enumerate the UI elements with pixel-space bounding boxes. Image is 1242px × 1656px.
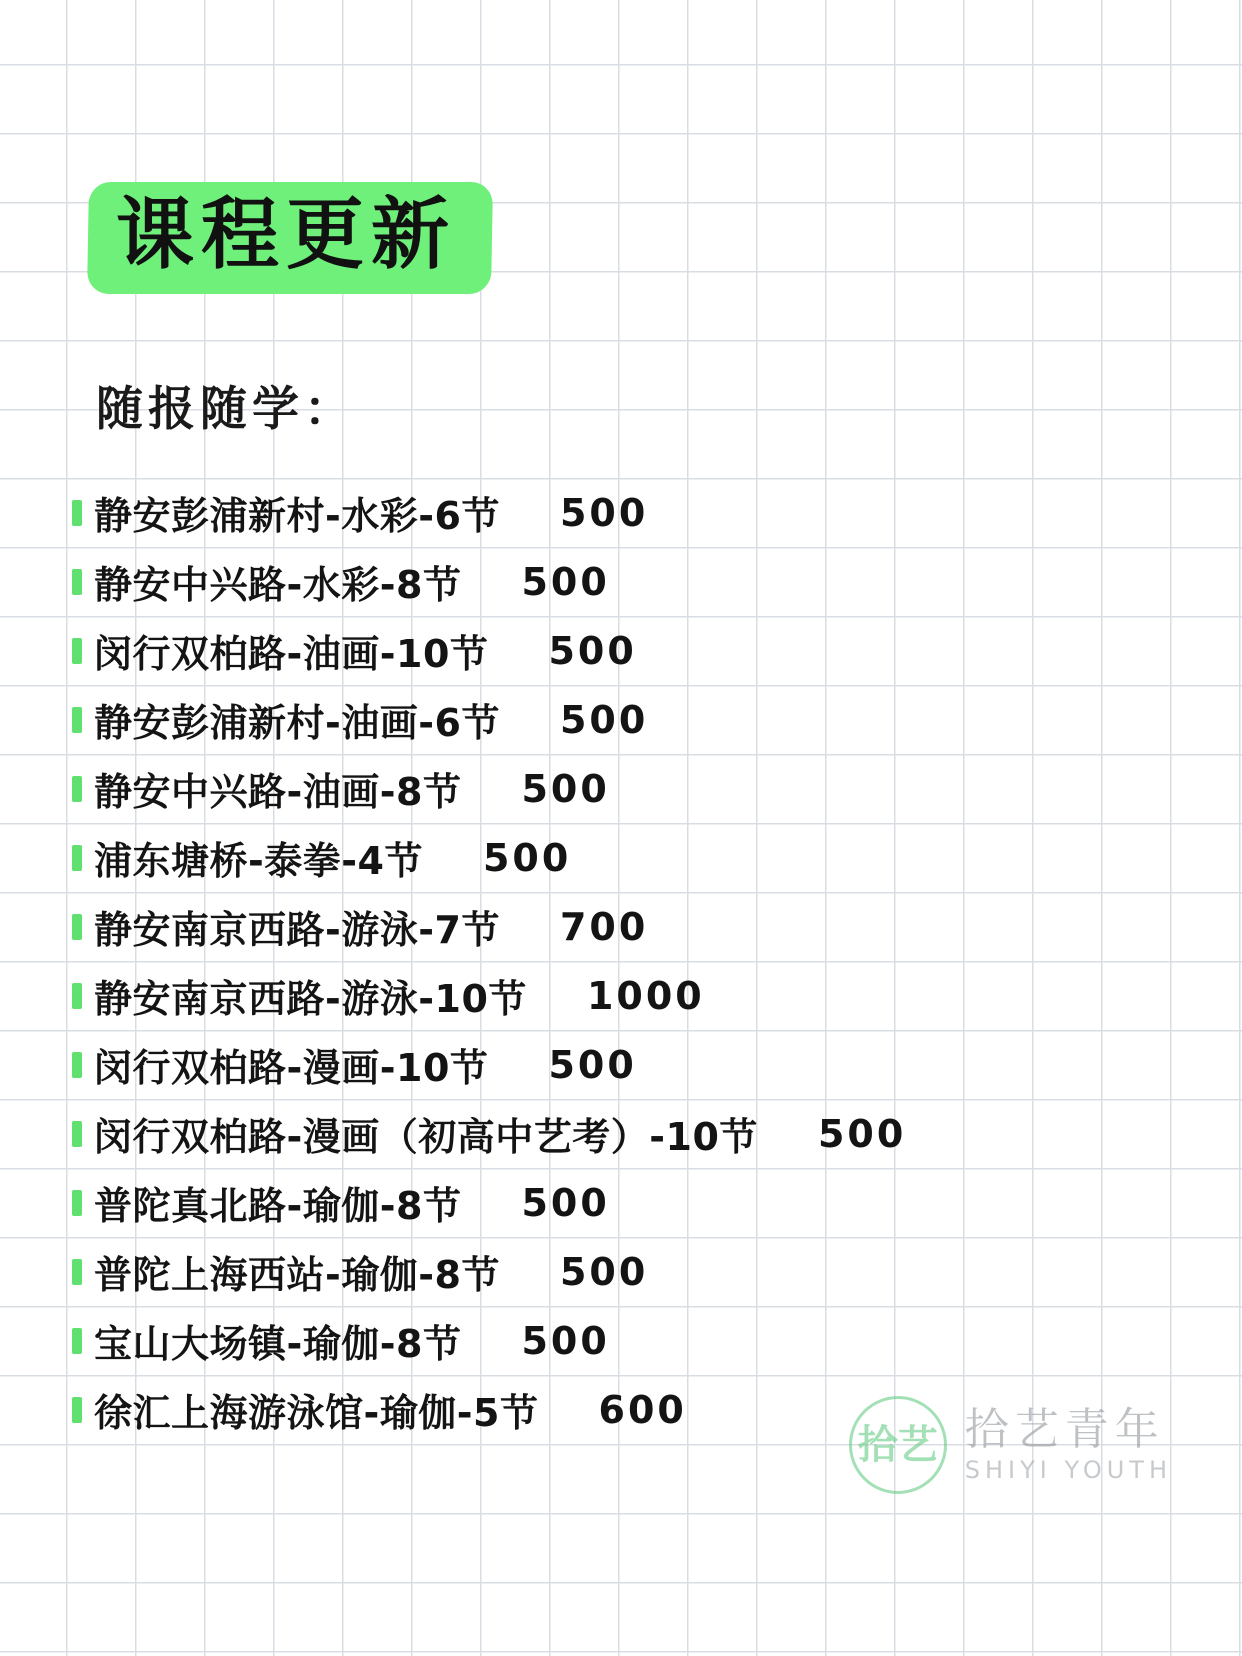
logo-name-cn: 拾艺青年 — [964, 1404, 1165, 1456]
bullet-icon — [72, 914, 82, 940]
course-row — [72, 823, 1152, 892]
course-price: 500 — [521, 1180, 610, 1225]
course-price: 500 — [559, 490, 649, 535]
course-row — [72, 1030, 1152, 1099]
course-price: 500 — [817, 1111, 907, 1156]
course-name: 静安南京西路-游泳-7节 — [94, 908, 500, 952]
course-row — [72, 547, 1152, 616]
course-price: 500 — [521, 1318, 610, 1363]
course-price: 500 — [482, 835, 572, 880]
logo-text-block — [965, 1405, 1172, 1484]
course-price: 1000 — [586, 973, 705, 1018]
course-name: 静安彭浦新村-水彩-6节 — [94, 494, 500, 538]
course-row — [72, 1237, 1152, 1306]
course-list — [72, 478, 1152, 1444]
course-row — [72, 892, 1152, 961]
course-name: 静安南京西路-游泳-10节 — [94, 977, 527, 1021]
bullet-icon — [72, 638, 82, 664]
course-name: 闵行双柏路-漫画-10节 — [94, 1046, 489, 1090]
bullet-icon — [72, 569, 82, 595]
course-name: 宝山大场镇-瑜伽-8节 — [94, 1322, 462, 1366]
bullet-icon — [72, 500, 82, 526]
bullet-icon — [72, 707, 82, 733]
course-price: 500 — [548, 1042, 637, 1087]
course-name: 静安中兴路-油画-8节 — [94, 770, 462, 814]
course-name: 普陀真北路-瑜伽-8节 — [94, 1184, 462, 1228]
course-name: 浦东塘桥-泰拳-4节 — [94, 839, 423, 883]
logo-name-en: SHIYI YOUTH — [964, 1455, 1172, 1484]
course-name: 徐汇上海游泳馆-瑜伽-5节 — [94, 1391, 539, 1435]
title-highlight-band — [87, 182, 493, 294]
bullet-icon — [72, 1052, 82, 1078]
course-name: 普陀上海西站-瑜伽-8节 — [94, 1253, 500, 1297]
logo-circle-icon — [849, 1396, 947, 1494]
bullet-icon — [72, 1121, 82, 1147]
course-row — [72, 616, 1152, 685]
course-price: 500 — [521, 559, 610, 604]
course-row — [72, 1168, 1152, 1237]
course-price: 500 — [548, 628, 637, 673]
course-row — [72, 1306, 1152, 1375]
course-row — [72, 1099, 1152, 1168]
course-name: 闵行双柏路-漫画（初高中艺考）-10节 — [94, 1115, 758, 1159]
bullet-icon — [72, 1190, 82, 1216]
bullet-icon — [72, 1328, 82, 1354]
logo-mark-glyph: 拾艺 — [857, 1422, 938, 1468]
bullet-icon — [72, 845, 82, 871]
course-name: 静安彭浦新村-油画-6节 — [94, 701, 500, 745]
bullet-icon — [72, 1397, 82, 1423]
section-heading: 随报随学： — [96, 382, 356, 437]
course-price: 500 — [521, 766, 610, 811]
course-price: 500 — [559, 1249, 649, 1294]
bullet-icon — [72, 776, 82, 802]
course-row — [72, 961, 1152, 1030]
course-row — [72, 478, 1152, 547]
watermark-logo — [849, 1396, 1172, 1494]
course-price: 500 — [559, 697, 649, 742]
course-row — [72, 754, 1152, 823]
course-name: 闵行双柏路-油画-10节 — [94, 632, 489, 676]
course-price: 600 — [598, 1387, 687, 1432]
page-title — [88, 182, 492, 294]
bullet-icon — [72, 983, 82, 1009]
bullet-icon — [72, 1259, 82, 1285]
course-name: 静安中兴路-水彩-8节 — [94, 563, 462, 607]
title-text: 课程更新 — [116, 190, 457, 280]
course-price: 700 — [559, 904, 649, 949]
course-row — [72, 685, 1152, 754]
